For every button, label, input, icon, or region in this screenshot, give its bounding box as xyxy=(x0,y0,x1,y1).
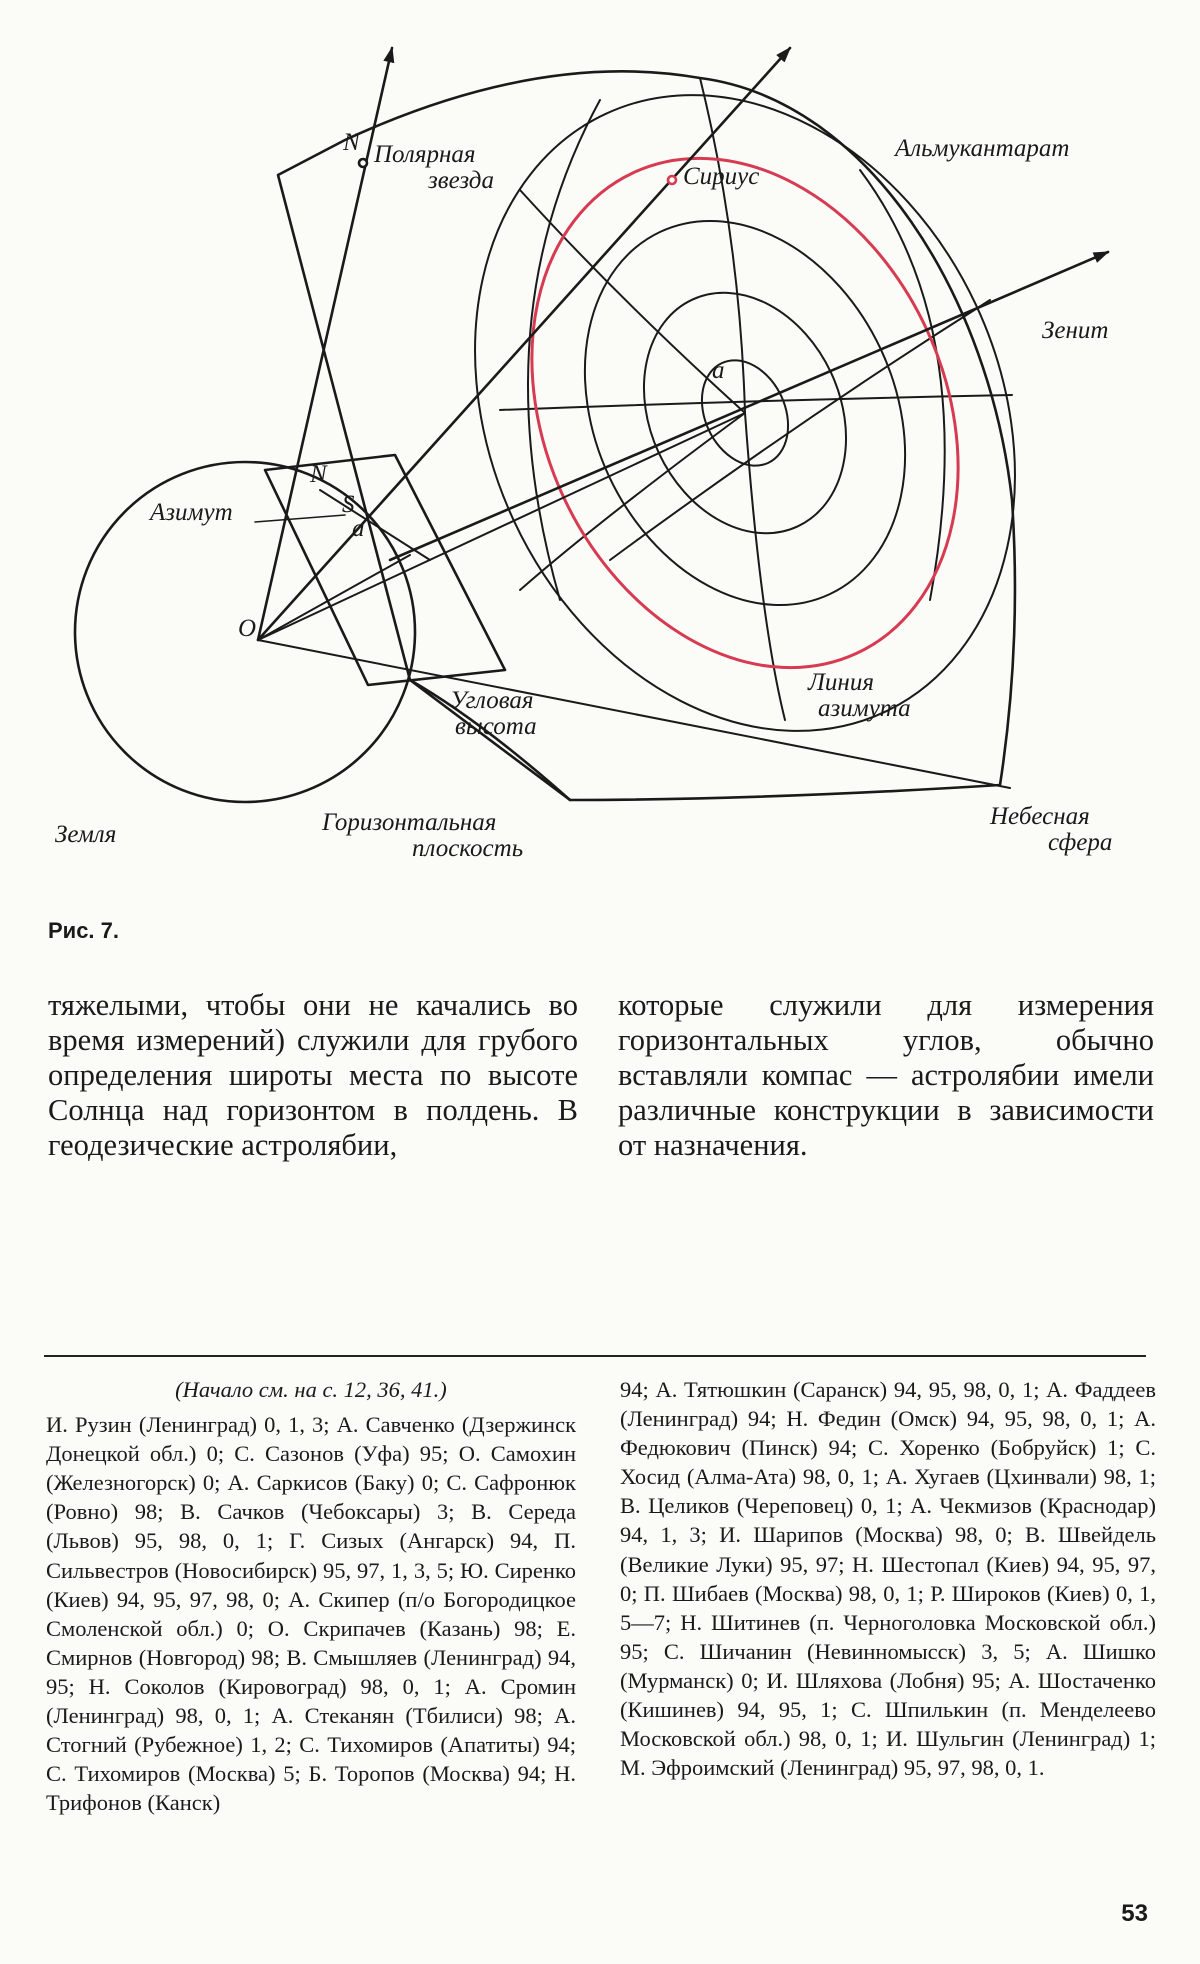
label-s: S xyxy=(342,491,355,518)
label-alpha: a xyxy=(712,357,725,384)
north-axis-arrow xyxy=(258,48,392,640)
zenith-axis-arrow xyxy=(390,252,1108,560)
notes-left-text: И. Рузин (Ленинград) 0, 1, 3; А. Савченко (Дзержинск Донецкой обл.) 0; С. Сазонов (Уфа) 95; О. Самохин (Железногорск) 0; А. Саркисов (Баку) 0; С. Сафронюк (Ровно) 98; В. Сачков (Чебоксары) 3; В. Середа (Львов) 95, 98, 0, 1; Г. Сизых (Ангарск) 94, П. Сильвестров (Новосибирск) 95, 97, 1, 3, 5; Ю. Сиренко (Киев) 94, 95, 97, 98, 0; А. Скипер (п/о Богородицкое Смоленской обл.) 0; О. Скрипачев (Казань) 98; Е. Смирнов (Новгород) 98; В. Смышляев (Ленинград) 94, 95; Н. Соколов (Кировоград) 98, 0, 1; А. Сромин (Ленинград) 98, 0, 1; А. Стеканян (Тбилиси) 98; А. Стогний (Рубежное) 1, 2; С. Тихомиров (Апатиты) 94; С. Тихомиров (Москва) 5; Б. Торопов (Москва) 94; Н. Трифонов (Канск) xyxy=(46,1412,576,1816)
notes-right-column xyxy=(620,1375,1156,1782)
label-alpha-small: a xyxy=(352,515,365,542)
label-zenith: Зенит xyxy=(1042,317,1109,344)
label-sphere-2: сфера xyxy=(1048,829,1113,856)
label-polar-2: звезда xyxy=(428,167,494,194)
sirius-axis-arrow xyxy=(258,48,790,640)
label-almucantar: Альмукантарат xyxy=(895,135,1070,162)
label-n-lower: N xyxy=(310,461,327,488)
label-polar-1: Полярная xyxy=(374,141,476,168)
notes-right-text: 94; А. Тятюшкин (Саранск) 94, 95, 98, 0, 1; А. Фаддеев (Ленинград) 94; Н. Федин (Омск) 94, 95, 98, 0, 1; А. Федюкович (Пинск) 94; С. Хоренко (Бобруйск) 1; С. Хосид (Алма-Ата) 98, 0, 1; А. Хугаев (Цхинвали) 98, 1; В. Целиков (Череповец) 0, 1; А. Чекмизов (Краснодар) 94, 1, 3; И. Шарипов (Москва) 98, 0; В. Швейдель (Великие Луки) 95, 97; Н. Шестопал (Киев) 94, 95, 97, 0; П. Шибаев (Москва) 98, 0, 1; Р. Широков (Киев) 0, 1, 5—7; Н. Шитинев (п. Черноголовка Московской обл.) 95; С. Шичанин (Невинномысск) 3, 5; А. Шишко (Мурманск) 0; И. Шляхова (Лобня) 95; А. Шостаченко (Кишинев) 94, 95, 1; С. Шпилькин (п. Менделеево Московской обл.) 98, 0, 1; И. Шульгин (Ленинград) 1; М. Эфроимский (Ленинград) 95, 97, 98, 0, 1. xyxy=(620,1377,1156,1781)
polar-star-dot xyxy=(359,159,367,167)
footnote-rule xyxy=(44,1355,1146,1357)
label-sirius: Сириус xyxy=(683,163,760,190)
label-line-az-1: Линия xyxy=(808,669,874,696)
notes-heading: (Начало см. на с. 12, 36, 41.) xyxy=(175,1377,447,1402)
azimuth-pointer xyxy=(255,515,345,522)
label-alt-1: Угловая xyxy=(450,687,534,714)
figure-caption: Рис. 7. xyxy=(48,918,120,943)
label-o: O xyxy=(238,615,257,642)
body-text-left: тяжелыми, чтобы они не качались во время измерений) служили для грубого определения широты места по высоте Солнца над горизонтом в полдень. В геодезические астролябии, xyxy=(48,988,578,1162)
celestial-sphere-figure xyxy=(0,0,1200,880)
body-text-right: которые служили для измерения горизонтальных углов, обычно вставляли компас — астролябии имели различные конструкции в зависимости от назначения. xyxy=(618,988,1154,1162)
label-n-upper: N xyxy=(343,129,360,156)
label-alt-2: высота xyxy=(455,713,537,740)
page-number: 53 xyxy=(1121,1900,1148,1927)
label-horiz-2: плоскость xyxy=(412,835,524,862)
notes-left-column xyxy=(46,1375,576,1817)
label-earth: Земля xyxy=(55,821,117,848)
label-azimuth: Азимут xyxy=(150,499,233,526)
label-sphere-1: Небесная xyxy=(990,803,1090,830)
sirius-dot xyxy=(668,176,676,184)
label-line-az-2: азимута xyxy=(818,695,911,722)
label-horiz-1: Горизонтальная xyxy=(322,809,497,836)
